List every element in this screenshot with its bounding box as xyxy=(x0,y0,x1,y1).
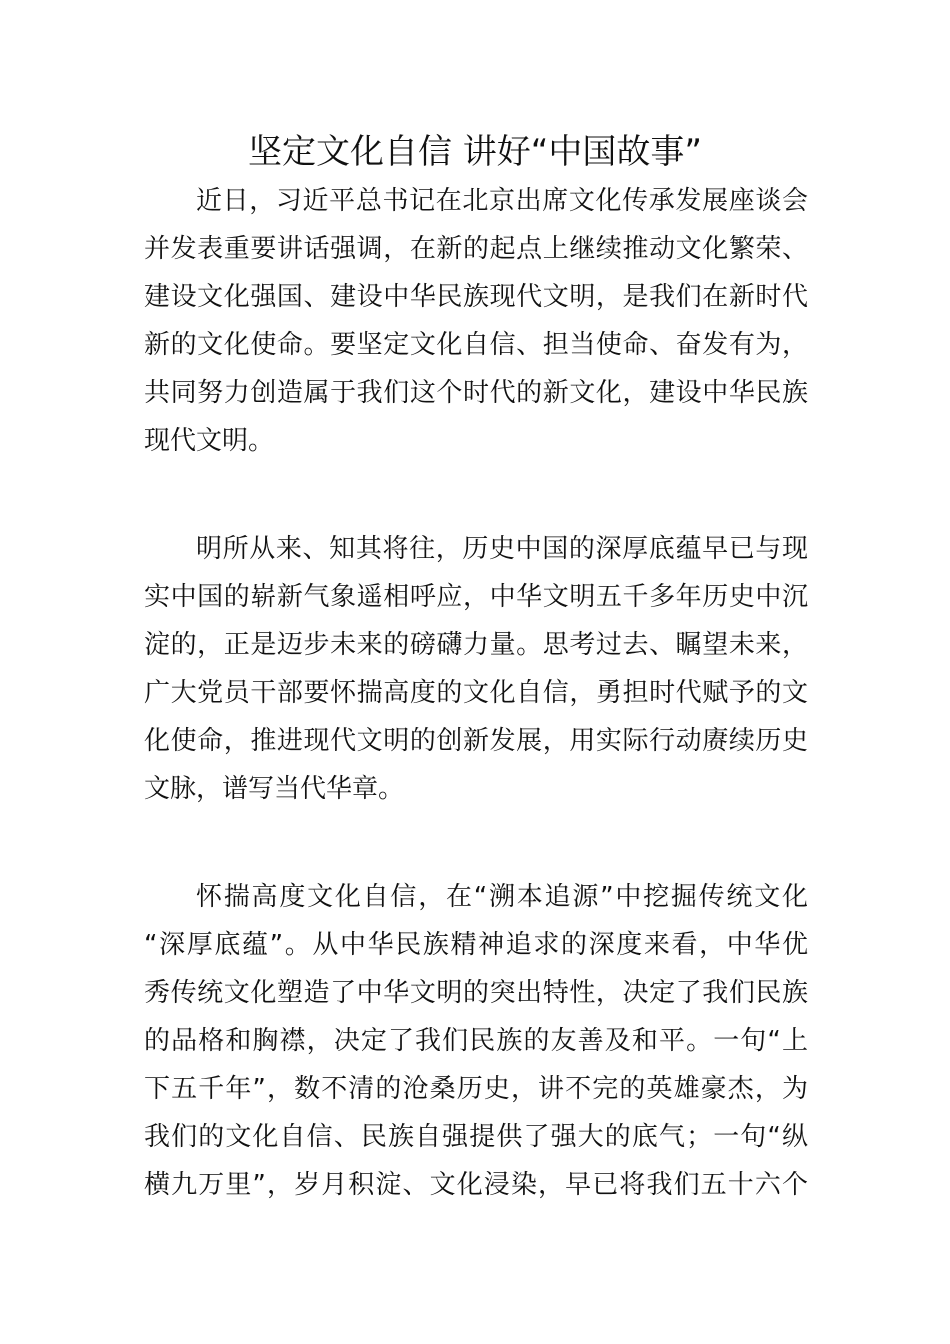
paragraph-line: 下五千年”，数不清的沧桑历史，讲不完的英雄豪杰，为 xyxy=(144,1074,808,1104)
paragraph-line: 怀揣高度文化自信，在“溯本追源”中挖掘传统文化 xyxy=(196,882,808,912)
document-title: 坚定文化自信 讲好“中国故事” xyxy=(247,132,703,172)
paragraph-line: 共同努力创造属于我们这个时代的新文化，建设中华民族 xyxy=(144,378,808,408)
paragraph-line: 秀传统文化塑造了中华文明的突出特性，决定了我们民族 xyxy=(144,978,808,1008)
paragraph-line: 现代文明。 xyxy=(144,426,275,456)
paragraph-line: 近日，习近平总书记在北京出席文化传承发展座谈会 xyxy=(196,186,808,216)
paragraph-2 xyxy=(144,525,808,813)
paragraph-line: 淀的，正是迈步未来的磅礴力量。思考过去、瞩望未来， xyxy=(144,630,808,660)
paragraph-line: 化使命，推进现代文明的创新发展，用实际行动赓续历史 xyxy=(144,726,808,756)
paragraph-line: 建设文化强国、建设中华民族现代文明，是我们在新时代 xyxy=(144,282,808,312)
paragraph-line: 横九万里”，岁月积淀、文化浸染，早已将我们五十六个 xyxy=(144,1170,808,1200)
paragraph-line: 的品格和胸襟，决定了我们民族的友善及和平。一句“上 xyxy=(144,1026,808,1056)
paragraph-line: 广大党员干部要怀揣高度的文化自信，勇担时代赋予的文 xyxy=(144,678,808,708)
paragraph-1 xyxy=(144,177,808,465)
paragraph-line: 新的文化使命。要坚定文化自信、担当使命、奋发有为， xyxy=(144,330,808,360)
paragraph-line: 实中国的崭新气象遥相呼应，中华文明五千多年历史中沉 xyxy=(144,582,808,612)
paragraph-3 xyxy=(144,873,808,1209)
paragraph-line: 并发表重要讲话强调，在新的起点上继续推动文化繁荣、 xyxy=(144,234,808,264)
paragraph-line: 我们的文化自信、民族自强提供了强大的底气；一句“纵 xyxy=(144,1122,808,1152)
paragraph-line: “深厚底蕴”。从中华民族精神追求的深度来看，中华优 xyxy=(144,930,808,960)
paragraph-line: 明所从来、知其将往，历史中国的深厚底蕴早已与现 xyxy=(196,534,808,564)
paragraph-line: 文脉，谱写当代华章。 xyxy=(144,774,405,804)
